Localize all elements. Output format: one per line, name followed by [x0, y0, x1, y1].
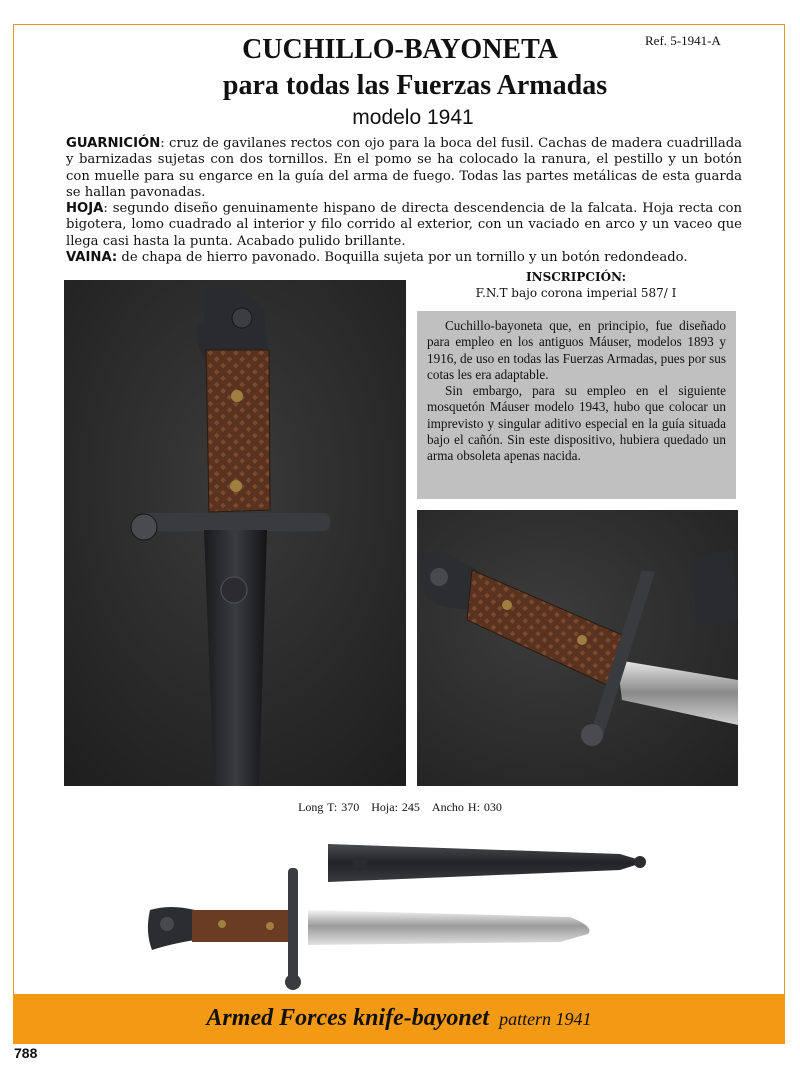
page-subtitle: para todas las Fuerzas Armadas	[222, 70, 608, 101]
inscription-heading: INSCRIPCIÓN:	[526, 270, 626, 284]
photo-hilt-vertical	[64, 280, 406, 786]
vaina-label: VAINA:	[66, 250, 118, 266]
footer-banner	[13, 994, 785, 1044]
english-title: Armed Forces knife-bayonet	[206, 1005, 490, 1031]
measurements	[0, 800, 800, 815]
guard-width: Ancho H: 030	[431, 800, 502, 814]
photo-hilt-angled	[417, 510, 738, 786]
description-block	[66, 136, 742, 266]
full-bayonet-image	[140, 832, 660, 992]
guarnicion-paragraph	[66, 136, 742, 201]
vaina-text: de chapa de hierro pavonado. Boquilla sujeta por un tornillo y un botón redondeado.	[117, 250, 688, 266]
history-note-para2: Sin embargo, para su empleo en el siguiente mosquetón Máuser modelo 1943, hubo que colocar un imprevisto y singular aditivo especial en la guía situada bajo el cañón. Sin este dispositivo, hubiera quedado un arma obsoleta apenas nacida.	[427, 383, 726, 464]
pattern-label: pattern 1941	[499, 1009, 592, 1029]
guarnicion-label: GUARNICIÓN	[66, 136, 161, 151]
page-title: CUCHILLO-BAYONETA	[242, 34, 558, 65]
hoja-paragraph	[66, 201, 742, 250]
blade-length: Hoja: 245	[371, 800, 420, 814]
vaina-paragraph	[66, 250, 742, 266]
history-note-box	[417, 311, 736, 499]
inscription-text: F.N.T bajo corona imperial 587/ I	[475, 286, 677, 300]
hoja-text: : segundo diseño genuinamente hispano de directa descendencia de la falcata. Hoja recta con bigotera, lomo cuadrado al interior y filo corrido al exterior, con un vaciado en arco y un vaceo que llega casi hasta la punta. Acabado pulido brillante.	[66, 201, 742, 249]
guarnicion-text: : cruz de gavilanes rectos con ojo para la boca del fusil. Cachas de madera cuadrillada y barnizadas sujetas con dos tornillos. En el pomo se ha colocado la ranura, el pestillo y un botón con muelle para su engarce en la guía del arma de fuego. Todas las partes metálicas de esta guarda se hallan pavonadas.	[66, 136, 742, 200]
reference-code: Ref. 5-1941-A	[645, 33, 721, 48]
photo-full-bayonet	[140, 832, 660, 992]
hoja-label: HOJA	[66, 201, 104, 217]
history-note-para1: Cuchillo-bayoneta que, en principio, fue diseñado para empleo en los antiguos Máuser, modelos 1893 y 1916, de uso en todas las Fuerzas Armadas, pues por sus cotas les era adaptable.	[427, 318, 726, 382]
hilt-angled-image	[417, 510, 738, 786]
page-number: 788	[14, 1045, 38, 1061]
total-length: Long T: 370	[298, 800, 360, 814]
hilt-vertical-image	[64, 280, 406, 786]
model-label: modelo 1941	[352, 106, 474, 129]
